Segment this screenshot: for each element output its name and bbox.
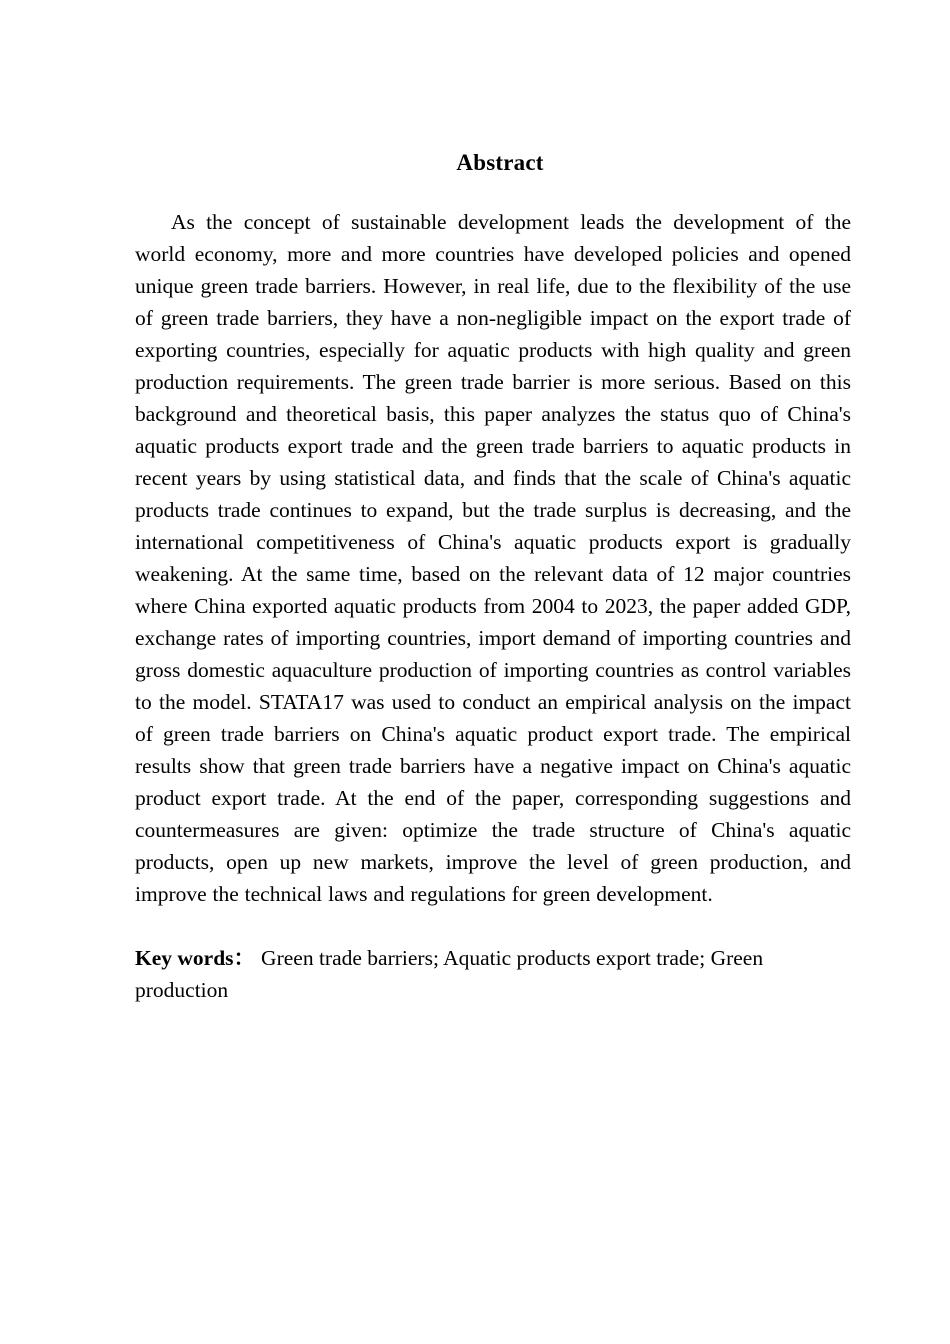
page-title: Abstract <box>456 150 544 175</box>
keywords-label: Key words： <box>135 946 256 970</box>
abstract-content <box>135 0 851 1006</box>
keywords-line <box>135 942 851 1006</box>
keywords-value: Green trade barriers; Aquatic products export trade; Green production <box>135 946 764 1002</box>
abstract-paragraph: As the concept of sustainable development leads the development of the world economy, more and more countries have developed policies and opened unique green trade barriers. However, in real life, due to the flexibility of the use of green trade barriers, they have a non-negligible impact on the export trade of exporting countries, especially for aquatic products with high quality and green production requirements. The green trade barrier is more serious. Based on this background and theoretical basis, this paper analyzes the status quo of China's aquatic products export trade and the green trade barriers to aquatic products in recent years by using statistical data, and finds that the scale of China's aquatic products trade continues to expand, but the trade surplus is decreasing, and the international competitiveness of China's aquatic products export is gradually weakening. At the same time, based on the relevant data of 12 major countries where China exported aquatic products from 2004 to 2023, the paper added GDP, exchange rates of importing countries, import demand of importing countries and gross domestic aquaculture production of importing countries as control variables to the model. STATA17 was used to conduct an empirical analysis on the impact of green trade barriers on China's aquatic product export trade. The empirical results show that green trade barriers have a negative impact on China's aquatic product export trade. At the end of the paper, corresponding suggestions and countermeasures are given: optimize the trade structure of China's aquatic products, open up new markets, improve the level of green production, and improve the technical laws and regulations for green development. <box>135 210 851 906</box>
